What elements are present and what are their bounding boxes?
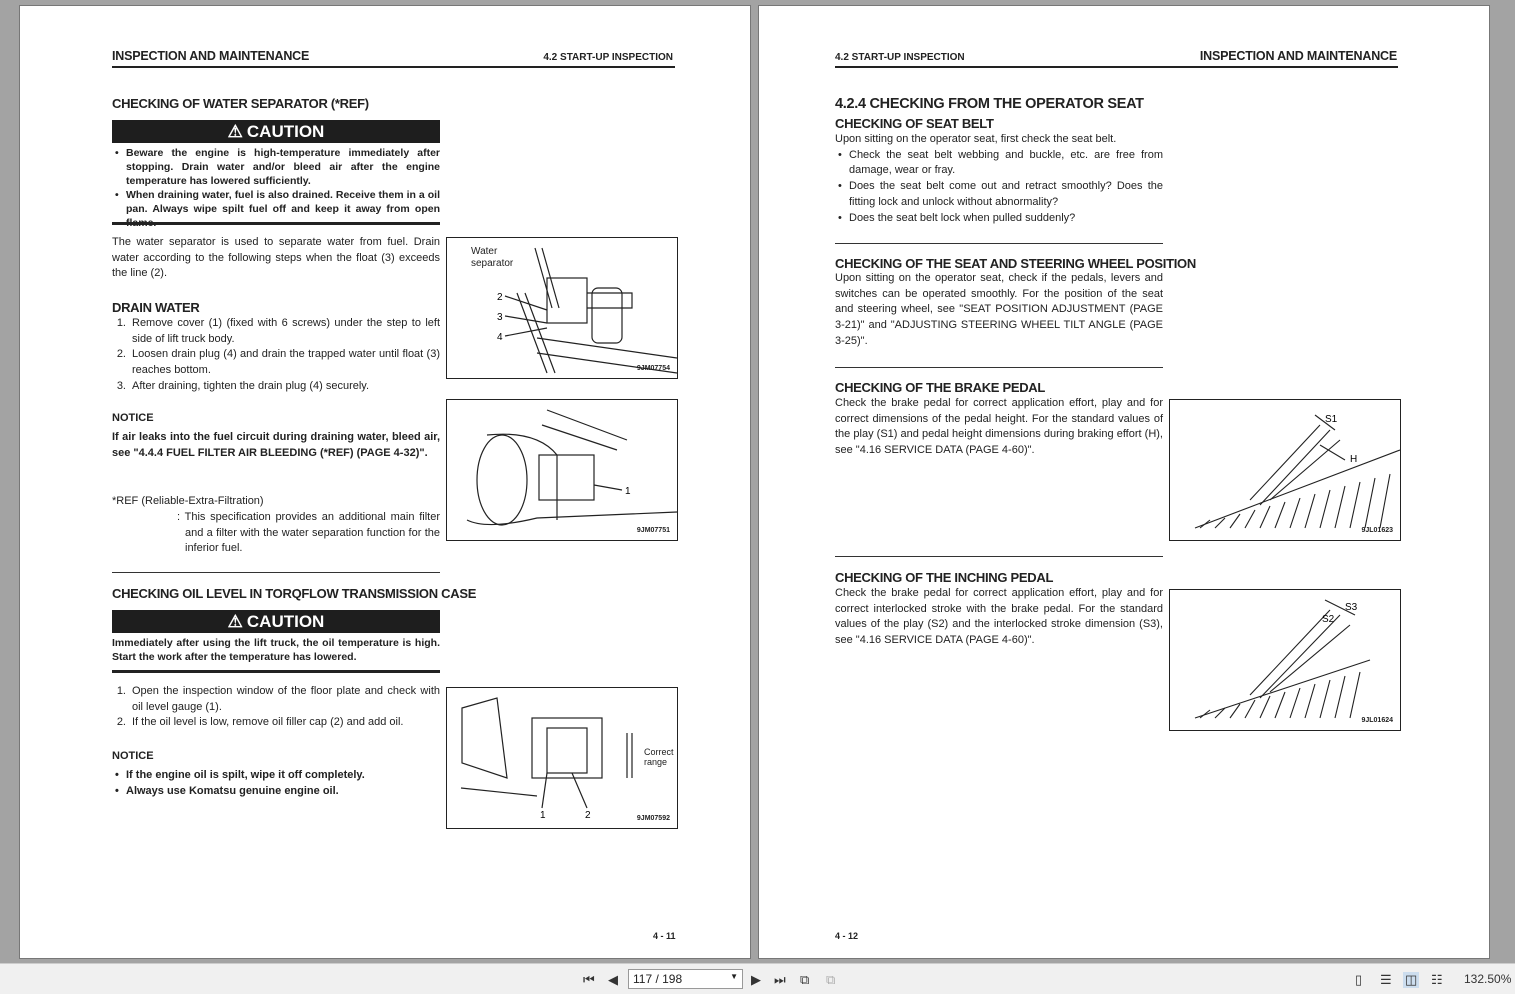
header-left: INSPECTION AND MAINTENANCE bbox=[112, 49, 310, 63]
section-divider bbox=[835, 367, 1163, 368]
header-rule bbox=[112, 66, 675, 68]
notice-title: NOTICE bbox=[112, 412, 154, 424]
svg-text:3: 3 bbox=[497, 312, 503, 323]
next-view-icon[interactable]: ⧉ bbox=[826, 972, 836, 987]
single-page-icon[interactable]: ▯ bbox=[1355, 972, 1363, 987]
figure-brake-pedal: S1 H 9JL01623 bbox=[1169, 399, 1401, 541]
figure-cover: 1 9JM07751 bbox=[446, 399, 678, 541]
caution-rule bbox=[112, 222, 440, 225]
header-right: INSPECTION AND MAINTENANCE bbox=[1199, 49, 1397, 63]
svg-text:1: 1 bbox=[540, 810, 546, 821]
svg-text:2: 2 bbox=[497, 292, 503, 303]
zoom-level[interactable]: 132.50% bbox=[1464, 972, 1512, 986]
section-divider bbox=[835, 243, 1163, 244]
drain-title: DRAIN WATER bbox=[112, 300, 200, 315]
brake-text: Check the brake pedal for correct application effort, play and for correct dimensions of the pedal height. For the standard values of the play (S1) and pedal height dimensions during braking effort (H), see "4.16 SERVICE DATA (PAGE 4-60)". bbox=[835, 397, 1163, 457]
intro-text: The water separator is used to separate water from fuel. Drain water according to the following steps when the float (3) exceeds the line (2). bbox=[112, 236, 440, 280]
page-number: 4 - 12 bbox=[835, 931, 859, 941]
belt-text: Upon sitting on the operator seat, first check the seat belt. • Check the seat belt webbing and buckle, etc. are free from damage, wear or fray. • Does the seat belt come out and retract smoothly? Does the fitting lock and unlock without abnormality? • Does the seat belt lock when pulled suddenly? bbox=[835, 133, 1163, 224]
notice-text: If air leaks into the fuel circuit during draining water, bleed air, see "4.4.4 FUEL FILTER AIR BLEEDING (*REF) (PAGE 4-32)". bbox=[112, 431, 440, 459]
right-page bbox=[758, 5, 1490, 959]
svg-text:2: 2 bbox=[585, 810, 591, 821]
svg-text:4: 4 bbox=[497, 332, 503, 343]
svg-text:S1: S1 bbox=[1325, 414, 1338, 425]
page-number: 4 - 11 bbox=[653, 931, 676, 941]
section-title-oil: CHECKING OIL LEVEL IN TORQFLOW TRANSMISSION CASE bbox=[112, 586, 477, 601]
figure-inching-pedal: S3 S2 9JL01624 bbox=[1169, 589, 1401, 731]
cover-drawing bbox=[447, 400, 677, 540]
bottom-toolbar bbox=[0, 963, 1515, 994]
scrollbar[interactable] bbox=[1490, 0, 1515, 963]
section-divider bbox=[112, 572, 440, 573]
svg-text:S2: S2 bbox=[1322, 614, 1335, 625]
header-left: 4.2 START-UP INSPECTION bbox=[835, 52, 965, 63]
inching-title: CHECKING OF THE INCHING PEDAL bbox=[835, 570, 1054, 585]
ref-definition: : This specification provides an additional main filter and a filter with the water separation function for the inferior fuel. bbox=[177, 511, 440, 555]
header-right: 4.2 START-UP INSPECTION bbox=[543, 52, 673, 63]
previous-view-icon[interactable]: ⧉ bbox=[800, 972, 810, 987]
next-page-icon[interactable]: ▶ bbox=[751, 972, 761, 987]
warning-icon: ⚠ bbox=[227, 611, 243, 631]
belt-title: CHECKING OF SEAT BELT bbox=[835, 116, 994, 131]
ref-term: *REF (Reliable-Extra-Filtration) bbox=[112, 495, 264, 507]
caution-text-2: Immediately after using the lift truck, the oil temperature is high. Start the work after the temperature has lowered. bbox=[112, 637, 440, 663]
oil-gauge-drawing bbox=[447, 688, 677, 828]
section-title: 4.2.4 CHECKING FROM THE OPERATOR SEAT bbox=[835, 96, 1144, 112]
chevron-down-icon: ▼ bbox=[730, 972, 738, 981]
drain-steps: 1. Remove cover (1) (fixed with 6 screws) under the step to left side of lift truck body. 2. Loosen drain plug (4) and drain the trapped water until float (3) reaches bottom. 3. After draining, tighten the drain plug (4) securely. bbox=[116, 317, 440, 392]
seat-title: CHECKING OF THE SEAT AND STEERING WHEEL POSITION bbox=[835, 256, 1196, 271]
continuous-page-icon[interactable]: ☰ bbox=[1380, 972, 1392, 987]
continuous-facing-icon[interactable]: ☷ bbox=[1431, 972, 1443, 987]
caution-text: • Beware the engine is high-temperature immediately after stopping. Drain water and/or bleed air after the engine temperature has lowered sufficiently. • When draining water, fuel is also drained. Receive them in a oil pan. Always wipe spilt fuel off and keep it away from open bbox=[115, 147, 440, 215]
svg-text:1: 1 bbox=[625, 486, 631, 497]
brake-title: CHECKING OF THE BRAKE PEDAL bbox=[835, 380, 1046, 395]
seat-text: Upon sitting on the operator seat, check if the pedals, levers and switches can be operated smoothly. For the position of the seat and steering wheel, see "SEAT POSITION ADJUSTMENT (PAGE 3-21)" and "ADJUSTING STEERING WHEEL TILT ANGLE (PAGE 3-25)". bbox=[835, 272, 1163, 347]
previous-page-icon[interactable]: ◀ bbox=[608, 972, 618, 987]
page-selector[interactable]: 117 / 198 ▼ bbox=[628, 969, 743, 989]
facing-pages-icon[interactable]: ◫ bbox=[1405, 972, 1418, 987]
figure-water-separator: Water separator 2 3 4 9JM07754 bbox=[446, 237, 678, 379]
caution-rule-2 bbox=[112, 670, 440, 673]
inching-text: Check the brake pedal for correct application effort, play and for correct interlocked stroke with the brake pedal. For the standard values of the play (S2) and the interlocked stroke dimension (S3), see "4.16 SERVICE DATA (PAGE 4-60)". bbox=[835, 587, 1163, 647]
warning-icon: ⚠ bbox=[227, 121, 243, 141]
notice-list: • If the engine oil is spilt, wipe it off completely. • Always use Komatsu genuine engine oil. bbox=[115, 769, 365, 797]
caution-banner: ⚠ CAUTION bbox=[112, 120, 440, 143]
left-page bbox=[19, 5, 751, 959]
svg-text:H: H bbox=[1350, 454, 1358, 465]
svg-text:S3: S3 bbox=[1345, 602, 1358, 613]
brake-pedal-drawing bbox=[1170, 400, 1400, 540]
section-divider bbox=[835, 556, 1163, 557]
last-page-icon[interactable]: ⏭ bbox=[774, 972, 786, 987]
figure-oil-gauge: 1 2 Correct range 9JM07592 bbox=[446, 687, 678, 829]
header-rule bbox=[835, 66, 1398, 68]
section-title: CHECKING OF WATER SEPARATOR (*REF) bbox=[112, 96, 369, 111]
oil-steps: 1. Open the inspection window of the floor plate and check with oil level gauge (1). 2. If the oil level is low, remove oil filler cap (2) and add oil. bbox=[116, 685, 440, 729]
inching-pedal-drawing bbox=[1170, 590, 1400, 730]
notice-title-2: NOTICE bbox=[112, 750, 154, 762]
first-page-icon[interactable]: ⏮ bbox=[583, 972, 595, 987]
caution-banner-2: ⚠ CAUTION bbox=[112, 610, 440, 633]
